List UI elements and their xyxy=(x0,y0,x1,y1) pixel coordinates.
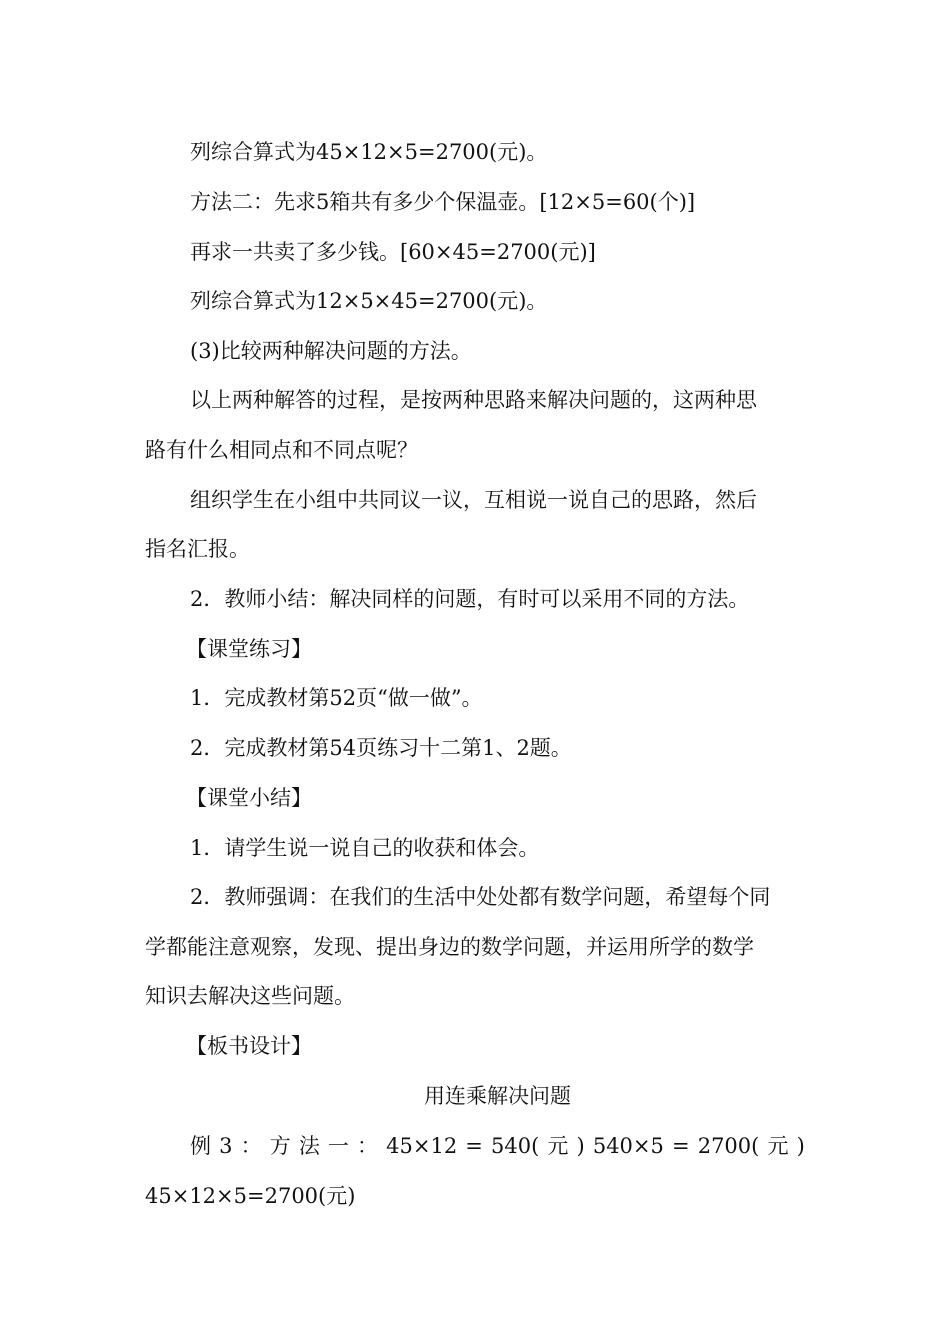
board-token: 540×5 xyxy=(592,1134,664,1158)
paragraph-summary-item-1: 1．请学生说一说自己的收获和体会。 xyxy=(190,836,540,860)
paragraph-summary-item-2-line-2: 学都能注意观察，发现、提出身边的数学问题，并运用所学的数学 xyxy=(145,935,754,959)
board-token: 方 xyxy=(269,1134,291,1158)
paragraph-summary-item-2-line-3: 知识去解决这些问题。 xyxy=(145,984,355,1008)
section-heading-summary: 【课堂小结】 xyxy=(186,786,312,810)
board-title: 用连乘解决问题 xyxy=(424,1084,571,1108)
paragraph-practice-item-2: 2．完成教材第54页练习十二第1、2题。 xyxy=(190,736,572,760)
board-token: 540( xyxy=(491,1134,540,1158)
board-token: 元 xyxy=(767,1134,789,1158)
board-token: 45×12 xyxy=(386,1134,458,1158)
board-token: ： xyxy=(357,1134,379,1158)
board-token: ) xyxy=(576,1134,585,1158)
board-token: 法 xyxy=(298,1134,320,1158)
board-token: 一 xyxy=(327,1134,349,1158)
paragraph-compare-methods: (3)比较两种解决问题的方法。 xyxy=(190,339,472,363)
paragraph-question-line-1: 以上两种解答的过程，是按两种思路来解决问题的，这两种思 xyxy=(190,388,757,412)
paragraph-group-discussion-line-2: 指名汇报。 xyxy=(145,537,250,561)
paragraph-total-money: 再求一共卖了多少钱。[60×45=2700(元)] xyxy=(190,240,596,264)
paragraph-summary-item-2-line-1: 2．教师强调：在我们的生活中处处都有数学问题，希望每个同 xyxy=(190,885,771,909)
board-token: ) xyxy=(796,1134,805,1158)
board-token: 例 xyxy=(190,1134,211,1158)
section-heading-practice: 【课堂练习】 xyxy=(186,637,312,661)
board-example-formula: 45×12×5=2700(元) xyxy=(145,1184,356,1208)
paragraph-method-two: 方法二：先求5箱共有多少个保温壶。[12×5=60(个)] xyxy=(190,190,696,214)
board-token: 3 xyxy=(219,1134,233,1158)
board-token: 元 xyxy=(547,1134,569,1158)
board-example-line xyxy=(190,1131,805,1161)
paragraph-formula-method-two: 列综合算式为12×5×45=2700(元)。 xyxy=(190,289,548,313)
paragraph-practice-item-1: 1．完成教材第52页“做一做”。 xyxy=(190,686,483,710)
section-heading-board-design: 【板书设计】 xyxy=(186,1034,312,1058)
paragraph-question-line-2: 路有什么相同点和不同点呢？ xyxy=(145,438,418,462)
board-token: 2700( xyxy=(697,1134,760,1158)
board-token: = xyxy=(671,1134,690,1158)
paragraph-teacher-summary: 2．教师小结：解决同样的问题，有时可以采用不同的方法。 xyxy=(190,587,750,611)
board-token: ： xyxy=(240,1134,262,1158)
paragraph-group-discussion-line-1: 组织学生在小组中共同议一议，互相说一说自己的思路，然后 xyxy=(190,488,757,512)
board-token: = xyxy=(465,1134,483,1158)
paragraph-formula-method-one: 列综合算式为45×12×5=2700(元)。 xyxy=(190,140,548,164)
